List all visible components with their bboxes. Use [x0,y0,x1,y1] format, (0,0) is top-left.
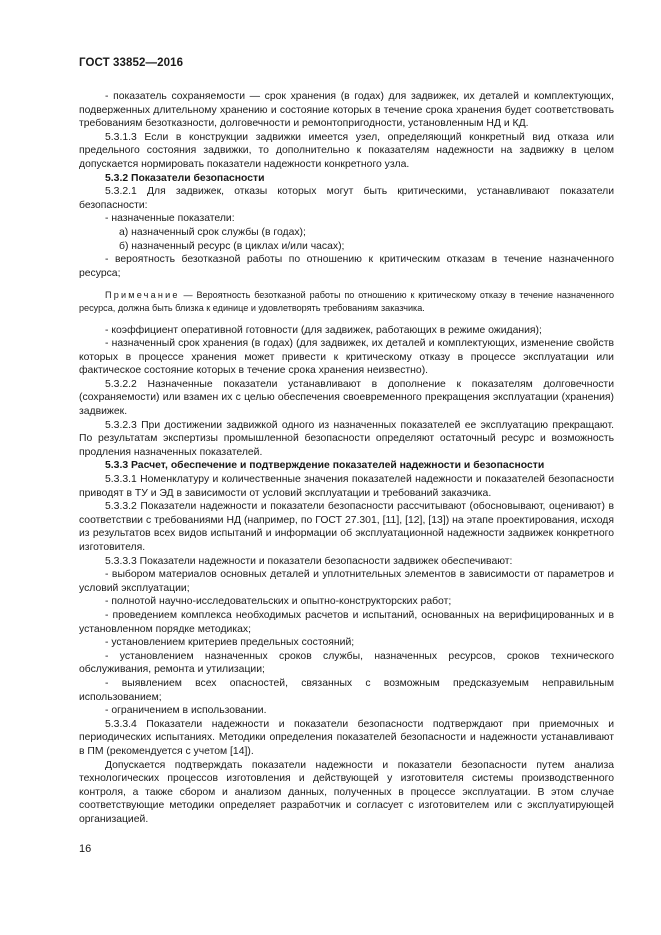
document-header: ГОСТ 33852—2016 [79,57,184,69]
paragraph: 5.3.2.1 Для задвижек, отказы которых могут быть критическими, устанавливают показатели безопасности: [79,186,614,211]
paragraph: Допускается подтверждать показатели надежности и показатели безопасности путем анализа технологических процессов изготовления и действующей у изготовителя системы производственного контроля, а также сбором и анализом данных, полученных в процессе эксплуатации. В этом случае соответствующие методики определяет разработчик и согласует с изготовителем или с эксплуатирующей организацией. [79,759,614,825]
paragraph: 5.3.3.4 Показатели надежности и показатели безопасности подтверждают при приемочных и периодических испытаниях. Методики определения показателей безопасности и надежности устанавливают в ПМ (рекомендуется с учетом [14]). [79,718,614,757]
paragraph: 5.3.3.2 Показатели надежности и показатели безопасности рассчитывают (обосновывают, оценивают) в соответствии с требованиями НД (например, по ГОСТ 27.301, [11], [12], [13]) на этапе проектирования, исходя из результатов всех видов испытаний и информации об эксплуатационной надежности задвижек конкретного изготовителя. [79,501,614,553]
note-text: — Вероятность безотказной работы по отношению к критическому отказу в течение назначенного ресурса, должна быть близка к единице и удовлетворять требованиям заказчика. [79,290,614,313]
document-body [79,90,614,826]
paragraph: - показатель сохраняемости — срок хранения (в годах) для задвижек, их деталей и комплектующих, подверженных длительному хранению и состояние которых в течение срока хранения будет соответствовать требованиям безотказности, долговечности и ремонтопригодности, установленным НД и КД. [79,91,614,130]
list-item: а) назначенный срок службы (в годах); [119,226,306,238]
list-item: - назначенные показатели: [105,213,235,225]
paragraph: 5.3.3.1 Номенклатуру и количественные значения показателей надежности и показателей безопасности приводят в ТУ и ЭД в зависимости от условий эксплуатации и требований заказчика. [79,474,614,499]
paragraph: 5.3.2.2 Назначенные показатели устанавливают в дополнение к показателям долговечности (сохраняемости) или взамен их с целью обеспечения своевременного прекращения эксплуатации (хранения) задвижек. [79,378,614,418]
list-item: - вероятность безотказной работы по отношению к критическим отказам в течение назначенного ресурса; [79,254,614,279]
section-heading: 5.3.3 Расчет, обеспечение и подтверждение показателей надежности и безопасности [105,460,545,472]
list-item: - коэффициент оперативной готовности (для задвижек, работающих в режиме ожидания); [105,324,542,336]
list-item: - выбором материалов основных деталей и уплотнительных элементов в зависимости от параметров и условий эксплуатации; [79,569,614,594]
note-block [79,289,614,314]
list-item: - назначенный срок хранения (в годах) (для задвижек, их деталей и комплектующих, изменение свойств которых в процессе хранения может привести к критическому отказу в процессе эксплуатации или фактическое состояние которых в течение срока хранения неизвестно). [79,338,614,377]
note-label: Примечание [105,290,180,301]
list-item: - установлением критериев предельных состояний; [105,637,355,649]
list-item: - выявлением всех опасностей, связанных с возможным предсказуемым неправильным использованием; [79,677,614,703]
list-item: - установлением назначенных сроков службы, назначенных ресурсов, сроков технического обслуживания, ремонта и утилизации; [79,650,614,676]
page-number: 16 [79,843,92,855]
section-heading: 5.3.2 Показатели безопасности [105,172,265,184]
list-item: - полнотой научно-исследовательских и опытно-конструкторских работ; [105,596,452,608]
list-item: - проведением комплекса необходимых расчетов и испытаний, основанных на верифицированных и в установленном порядке методиках; [79,609,614,635]
paragraph: 5.3.3.3 Показатели надежности и показатели безопасности задвижек обеспечивают: [105,555,513,567]
paragraph: 5.3.1.3 Если в конструкции задвижки имеется узел, определяющий конкретный вид отказа или предельного состояния задвижки, то дополнительно к показателям надежности на задвижку в целом допускается нормировать показатели надежности конкретного узла. [79,131,614,170]
paragraph: 5.3.2.3 При достижении задвижкой одного из назначенных показателей ее эксплуатацию прекращают. По результатам экспертизы промышленной безопасности определяют остаточный ресурс и возможность продления назначенных показателей. [79,419,614,458]
list-item: б) назначенный ресурс (в циклах и/или часах); [119,240,345,252]
list-item: - ограничением в использовании. [105,705,267,717]
